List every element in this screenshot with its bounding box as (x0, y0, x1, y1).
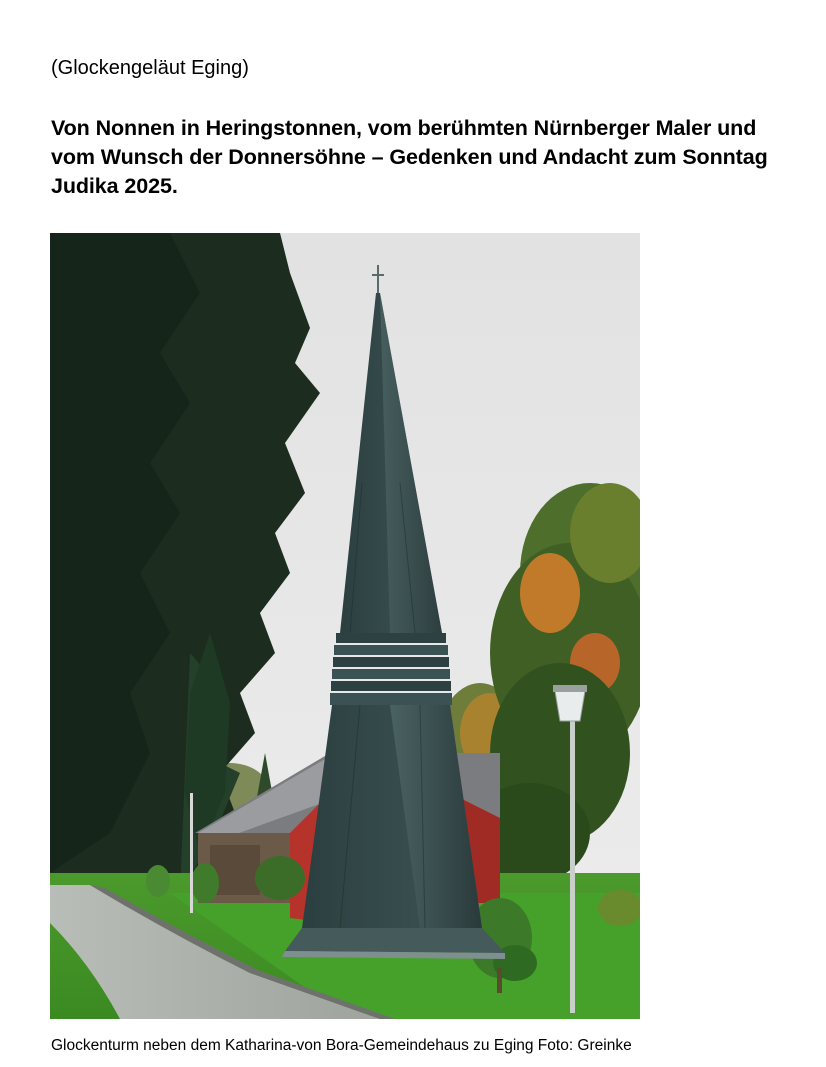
document-title: Von Nonnen in Heringstonnen, vom berühmten Nürnberger Maler und vom Wunsch der Donnersöhne – Gedenken und Andacht zum Sonntag Judika 2025. (51, 116, 768, 198)
document-subtitle: (Glockengeläut Eging) (51, 57, 249, 79)
photo-caption: Glockenturm neben dem Katharina-von Bora-Gemeindehaus zu Eging Foto: Greinke (51, 1037, 632, 1054)
bell-tower-photo (50, 233, 640, 1019)
